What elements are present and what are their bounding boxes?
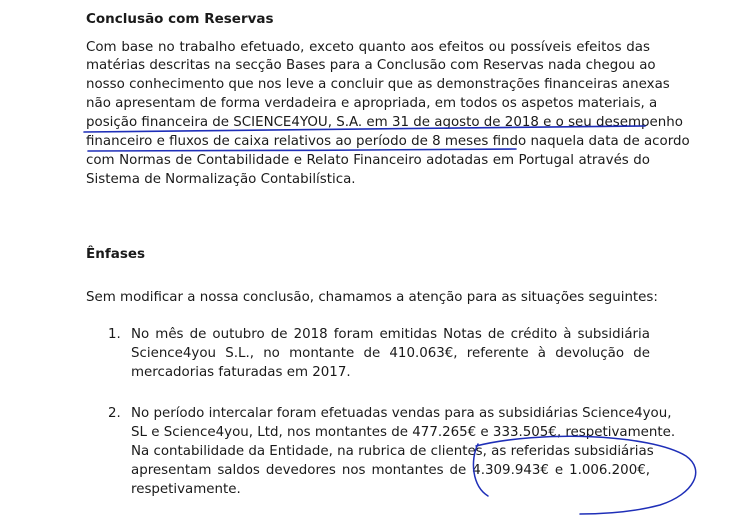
item-line: SL e Science4you, Ltd, nos montantes de 477.265€ e 333.505€, respetivamente. (131, 425, 676, 440)
item-line: respetivamente. (131, 482, 241, 497)
conclusion-line: com Normas de Contabilidade e Relato Financeiro adotadas em Portugal através do (86, 153, 650, 168)
conclusion-line: não apresentam de forma verdadeira e apropriada, em todos os aspetos materiais, a (86, 96, 658, 111)
emphasis-intro: Sem modificar a nossa conclusão, chamamos a atenção para as situações seguintes: (86, 290, 658, 305)
item-line: No período intercalar foram efetuadas vendas para as subsidiárias Science4you, (131, 406, 672, 421)
item-line: No mês de outubro de 2018 foram emitidas Notas de crédito à subsidiária (131, 327, 650, 342)
section-title-conclusion: Conclusão com Reservas (86, 11, 274, 27)
item-line: apresentam saldos devedores nos montantes de 4.309.943€ e 1.006.200€, (131, 463, 650, 478)
item-number: 1. (108, 327, 121, 342)
item-line: Na contabilidade da Entidade, na rubrica de clientes, as referidas subsidiárias (131, 444, 654, 459)
conclusion-line: posição financeira de SCIENCE4YOU, S.A. em 31 de agosto de 2018 e o seu desempenho (86, 115, 683, 130)
conclusion-line: Com base no trabalho efetuado, exceto quanto aos efeitos ou possíveis efeitos das (86, 40, 650, 55)
item-line: mercadorias faturadas em 2017. (131, 365, 351, 380)
conclusion-line: financeiro e fluxos de caixa relativos ao período de 8 meses findo naquela data de acordo (86, 134, 690, 149)
conclusion-line: nosso conhecimento que nos leve a concluir que as demonstrações financeiras anexas (86, 77, 670, 92)
conclusion-line: matérias descritas na secção Bases para a Conclusão com Reservas nada chegou ao (86, 58, 656, 73)
section-title-emphasis: Ênfases (86, 246, 146, 262)
conclusion-line: Sistema de Normalização Contabilística. (86, 172, 356, 187)
item-number: 2. (108, 406, 121, 421)
item-line: Science4you S.L., no montante de 410.063€, referente à devolução de (131, 346, 650, 361)
